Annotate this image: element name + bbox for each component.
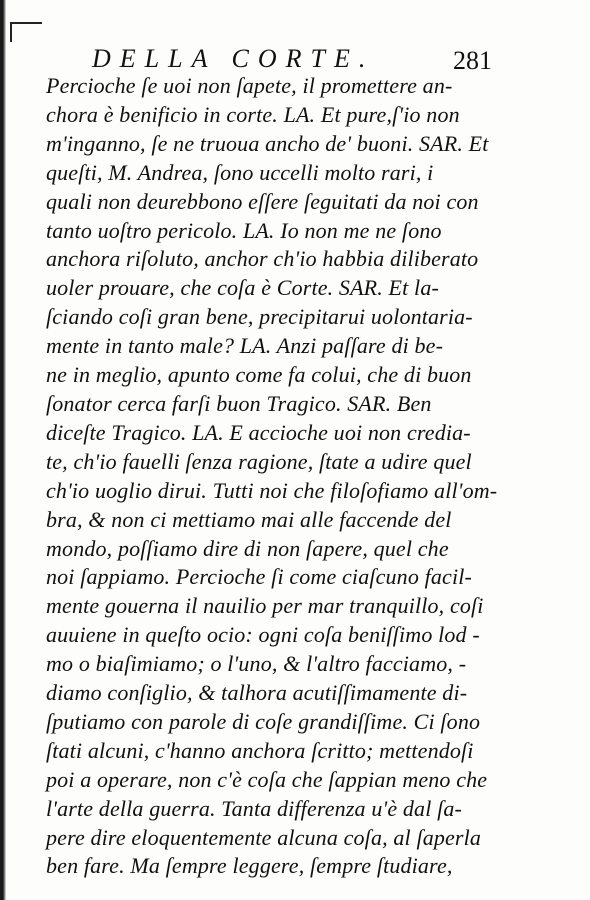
text-line: l'arte della guerra. Tanta differenza u'è dal ſa- bbox=[46, 795, 463, 821]
body-text bbox=[46, 72, 498, 881]
text-line: poi a operare, non c'è coſa che ſappian meno che bbox=[46, 766, 488, 792]
text-line: ſtati alcuni, c'hanno anchora ſcritto; mettendoſi bbox=[46, 737, 474, 763]
text-line: ſputiamo con parole di coſe grandiſſime. Ci ſono bbox=[46, 708, 481, 734]
text-line: ben fare. Ma ſempre leggere, ſempre ſtudiare, bbox=[46, 853, 453, 879]
text-line: auuiene in queſto ocio: ogni coſa beniſſimo lod - bbox=[46, 622, 480, 648]
text-line: tanto uoſtro pericolo. LA. Io non me ne ſono bbox=[46, 217, 442, 243]
text-line: chora è benificio in corte. LA. Et pure,ſ'io non bbox=[46, 101, 460, 127]
text-line: mondo, poſſiamo dire di non ſapere, quel che bbox=[46, 535, 449, 561]
text-line: mente gouerna il nauilio per mar tranquillo, coſi bbox=[46, 593, 484, 619]
text-line: Perciochе ſe uoi non ſapete, il promettere an- bbox=[46, 73, 453, 98]
text-line: diamo conſiglio, & talhora acutiſſimamente di- bbox=[46, 680, 468, 706]
text-line: te, ch'io fauelli ſenza ragione, ſtate a udire quel bbox=[46, 448, 472, 474]
text-line: pere dire eloquentemente alcuna coſa, al ſaperla bbox=[46, 824, 482, 850]
text-line: ſciando coſi gran bene, precipitarui uolontaria- bbox=[46, 304, 473, 330]
text-line: uoler prouare, che coſa è Corte. SAR. Et la- bbox=[46, 275, 439, 301]
text-line: diceſte Tragico. LA. E accioche uoi non credia- bbox=[46, 419, 471, 445]
corner-mark bbox=[10, 22, 42, 42]
text-line: noi ſappiamo. Perciochе ſi come ciaſcuno facil- bbox=[46, 564, 472, 590]
text-line: quali non deurebbono eſſere ſeguitati da noi con bbox=[46, 188, 479, 214]
text-line: ne in meglio, apunto come fa colui, che di buon bbox=[46, 362, 472, 388]
text-line: m'inganno, ſe ne truoua ancho de' buoni. SAR. Et bbox=[46, 130, 489, 156]
text-line: ch'io uoglio dirui. Tutti noi che filoſofiamo all'om- bbox=[46, 477, 498, 503]
text-line: anchora riſoluto, anchor ch'io habbia diliberato bbox=[46, 246, 479, 272]
page-number: 281 bbox=[453, 46, 492, 75]
text-line: mo o biaſimiamo; o l'uno, & l'altro facciamo, - bbox=[46, 651, 467, 677]
text-line: queſti, M. Andrea, ſono uccelli molto rari, i bbox=[46, 159, 434, 185]
text-line: bra, & non ci mettiamo mai alle faccende del bbox=[46, 506, 452, 532]
page-binding-edge bbox=[0, 0, 6, 900]
text-line: mente in tanto male? LA. Anzi paſſare di be- bbox=[46, 333, 444, 359]
running-title: DELLA CORTE. bbox=[92, 44, 375, 73]
text-line: ſonator cerca farſi buon Tragico. SAR. Ben bbox=[46, 390, 432, 416]
